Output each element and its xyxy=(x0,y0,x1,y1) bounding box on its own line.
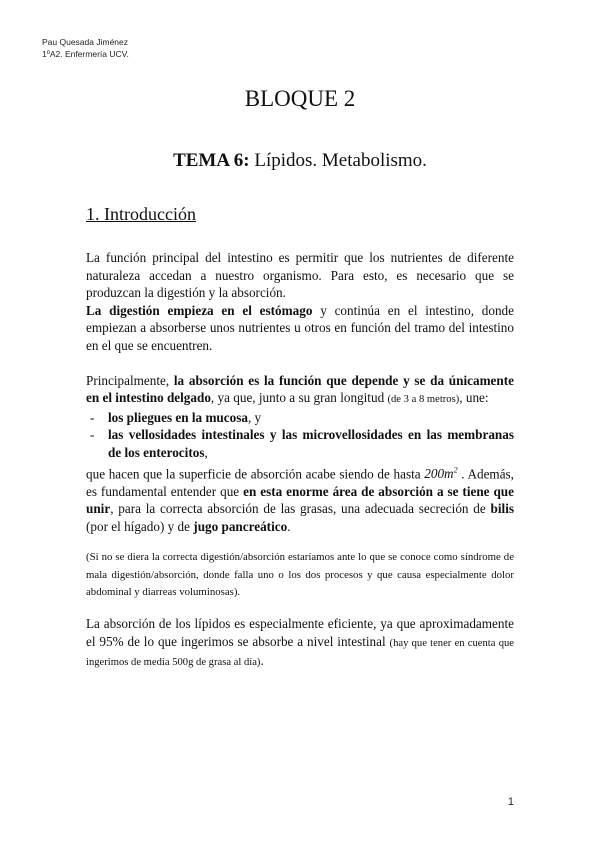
page-header xyxy=(42,36,129,60)
list-item: - las vellosidades intestinales y las microvellosidades en las membranas de los enterocitos, xyxy=(90,427,514,460)
text-superficie: que hacen que la superficie de absorción acabe siendo de hasta xyxy=(86,465,425,481)
text-une: , une: xyxy=(459,390,489,406)
list-item: - los pliegues en la mucosa, y xyxy=(90,409,262,425)
topic-name: Lípidos. Metabolismo. xyxy=(254,150,427,171)
block-title: BLOQUE 2 xyxy=(244,86,356,111)
text-ademas: . Además, es fundamental entender que xyxy=(86,465,514,499)
note-malabsorption: (Si no se diera la correcta digestión/absorción estaríamos ante lo que se conoce como síndrome de mala digestión/absorción, donde falla uno o los dos procesos y que causa especialmente dolor abdominal y diarreas voluminosas). xyxy=(86,551,514,598)
bold-vellosidades: las vellosidades intestinales y las microvellosidades en las membranas de los enterocitos xyxy=(108,427,514,460)
bold-digestion: La digestión empieza en el estómago xyxy=(86,302,313,318)
text-grasas: , para la correcta absorción de las grasas, una adecuada secreción de xyxy=(110,501,491,517)
absorption-structures-list xyxy=(86,409,514,462)
paragraph-intestine-function: La función principal del intestino es permitir que los nutrientes de diferente naturaleza accedan a nuestro organismo. Para esto, es necesario que se produzcan la digestión y la absorción. xyxy=(86,250,514,301)
text-period-final: . xyxy=(260,653,264,669)
bold-pliegues: los pliegues en la mucosa xyxy=(108,409,248,425)
text-higado: (por el hígado) y de xyxy=(86,518,194,534)
author-name: Pau Quesada Jiménez xyxy=(42,37,128,47)
list-item-rest: , xyxy=(204,444,208,460)
text-longitud: , ya que, junto a su gran longitud xyxy=(210,390,388,406)
topic-title xyxy=(0,150,600,172)
section-heading: 1. Introducción xyxy=(86,204,196,224)
bold-bilis: bilis xyxy=(490,501,514,517)
text-period: . xyxy=(287,518,291,534)
paragraph-surface-area xyxy=(86,462,514,536)
topic-label: TEMA 6: xyxy=(173,150,250,171)
text-digestion: y continúa en el intestino, donde empiezan a absorberse unos nutrientes u otros en función del tramo del intestino en el que se encuentren. xyxy=(86,302,514,353)
paragraph-absorption xyxy=(86,372,514,409)
small-500g: (hay que tener en cuenta que ingerimos de media 500g de grasa al día) xyxy=(86,637,514,669)
list-item-rest: , y xyxy=(247,409,262,425)
bold-jugo-pancreatico: jugo pancreático xyxy=(193,518,288,534)
small-metros: (de 3 a 8 metros) xyxy=(387,394,460,406)
paragraph-digestion xyxy=(86,302,514,355)
text-lipid-absorption: La absorción de los lípidos es especialmente eficiente, ya que aproximadamente el 95% de lo que ingerimos se absorbe a nivel intestinal xyxy=(86,615,514,649)
bold-absorption: la absorción es la función que depende y se da únicamente en el intestino delgado xyxy=(86,372,514,406)
course-info: 1ºA2. Enfermería UCV. xyxy=(42,49,129,59)
paragraph-lipid-absorption xyxy=(86,615,514,672)
surface-value: $200m^2$ xyxy=(424,465,458,481)
page-number: 1 xyxy=(507,796,514,808)
body-text xyxy=(86,249,514,672)
bold-enorme-area: en esta enorme área de absorción a se tiene que unir xyxy=(86,483,514,517)
text-principalmente: Principalmente, xyxy=(86,372,174,388)
